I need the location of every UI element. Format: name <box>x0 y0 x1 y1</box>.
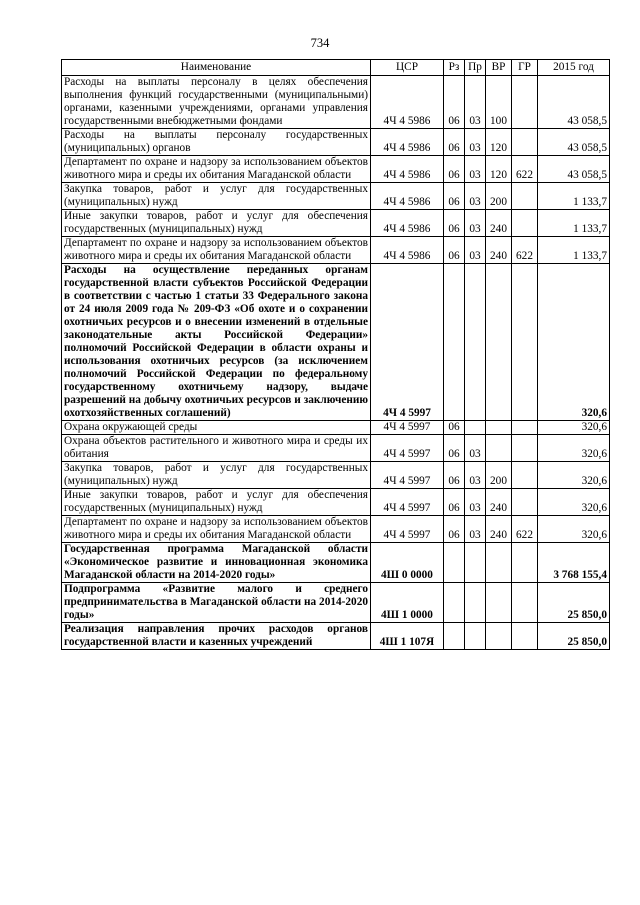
table-body <box>62 76 610 650</box>
cell-vr: 240 <box>486 489 512 516</box>
cell-gr: 622 <box>512 156 538 183</box>
cell-rz: 06 <box>444 210 465 237</box>
cell-rz: 06 <box>444 435 465 462</box>
cell-vr: 200 <box>486 183 512 210</box>
cell-amount: 320,6 <box>538 435 610 462</box>
cell-name: Расходы на осуществление переданных органам государственной власти субъектов Российской Федерации в соответствии с частью 1 статьи 33 Федерального закона от 24 июля 2009 года № 209-ФЗ «Об охоте и о сохранении охотничьих ресурсов и о внесении изменений в отдельные законодательные акты Российской Федерации» полномочий Российской Федерации в области охраны и использования охотничьих ресурсов (за исключением полномочий Российской Федерации по федеральному государственному охотничьему надзору, выдаче разрешений на добычу охотничьих ресурсов и заключению охотхозяйственных соглашений) <box>62 264 371 421</box>
cell-pr: 03 <box>465 156 486 183</box>
cell-name: Закупка товаров, работ и услуг для государственных (муниципальных) нужд <box>62 462 371 489</box>
cell-amount: 1 133,7 <box>538 237 610 264</box>
cell-name: Реализация направления прочих расходов органов государственной власти и казенных учреждений <box>62 623 371 650</box>
cell-rz <box>444 583 465 623</box>
table-row <box>62 264 610 421</box>
cell-rz: 06 <box>444 489 465 516</box>
cell-amount: 43 058,5 <box>538 129 610 156</box>
table-row <box>62 156 610 183</box>
cell-pr: 03 <box>465 489 486 516</box>
cell-vr: 240 <box>486 516 512 543</box>
cell-amount: 320,6 <box>538 462 610 489</box>
cell-vr: 200 <box>486 462 512 489</box>
cell-gr <box>512 583 538 623</box>
cell-name: Расходы на выплаты персоналу в целях обеспечения выполнения функций государственными (муниципальными) органами, казенными учреждениями, органами управления государственными внебюджетными фондами <box>62 76 371 129</box>
cell-pr: 03 <box>465 435 486 462</box>
cell-rz: 06 <box>444 462 465 489</box>
cell-rz: 06 <box>444 76 465 129</box>
cell-gr <box>512 435 538 462</box>
header-vr: ВР <box>486 60 512 76</box>
cell-amount: 25 850,0 <box>538 583 610 623</box>
cell-amount: 3 768 155,4 <box>538 543 610 583</box>
cell-rz: 06 <box>444 183 465 210</box>
budget-table <box>61 59 610 650</box>
table-row <box>62 543 610 583</box>
cell-name: Иные закупки товаров, работ и услуг для обеспечения государственных (муниципальных) нужд <box>62 210 371 237</box>
cell-gr <box>512 421 538 435</box>
cell-name: Охрана окружающей среды <box>62 421 371 435</box>
cell-name: Государственная программа Магаданской области «Экономическое развитие и инновационная экономика Магаданской области на 2014-2020 годы» <box>62 543 371 583</box>
cell-pr <box>465 623 486 650</box>
cell-pr <box>465 264 486 421</box>
cell-gr: 622 <box>512 516 538 543</box>
cell-rz: 06 <box>444 129 465 156</box>
cell-csr: 4Ч 4 5986 <box>371 210 444 237</box>
cell-csr: 4Ч 4 5997 <box>371 489 444 516</box>
cell-gr <box>512 462 538 489</box>
table-header-row <box>62 60 610 76</box>
cell-pr: 03 <box>465 237 486 264</box>
cell-pr: 03 <box>465 516 486 543</box>
table-row <box>62 623 610 650</box>
cell-vr: 240 <box>486 210 512 237</box>
cell-amount: 320,6 <box>538 516 610 543</box>
cell-amount: 25 850,0 <box>538 623 610 650</box>
cell-rz: 06 <box>444 516 465 543</box>
cell-name: Подпрограмма «Развитие малого и среднего предпринимательства в Магаданской области на 2014-2020 годы» <box>62 583 371 623</box>
cell-gr <box>512 489 538 516</box>
cell-csr: 4Ч 4 5997 <box>371 462 444 489</box>
table-row <box>62 183 610 210</box>
cell-rz: 06 <box>444 156 465 183</box>
cell-csr: 4Ш 1 0000 <box>371 583 444 623</box>
cell-gr <box>512 264 538 421</box>
header-rz: Рз <box>444 60 465 76</box>
cell-pr <box>465 421 486 435</box>
cell-gr <box>512 210 538 237</box>
header-gr: ГР <box>512 60 538 76</box>
cell-pr: 03 <box>465 76 486 129</box>
table-row <box>62 583 610 623</box>
header-name: Наименование <box>62 60 371 76</box>
cell-amount: 43 058,5 <box>538 156 610 183</box>
cell-vr <box>486 264 512 421</box>
cell-rz <box>444 623 465 650</box>
table-row <box>62 462 610 489</box>
cell-gr <box>512 129 538 156</box>
cell-name: Департамент по охране и надзору за использованием объектов животного мира и среды их обитания Магаданской области <box>62 237 371 264</box>
table-row <box>62 76 610 129</box>
cell-vr <box>486 583 512 623</box>
cell-csr: 4Ч 4 5986 <box>371 237 444 264</box>
page-number: 734 <box>310 36 330 50</box>
cell-pr: 03 <box>465 183 486 210</box>
cell-vr <box>486 623 512 650</box>
table-row <box>62 237 610 264</box>
table-row <box>62 421 610 435</box>
table-row <box>62 516 610 543</box>
cell-gr: 622 <box>512 237 538 264</box>
cell-csr: 4Ш 1 107Я <box>371 623 444 650</box>
cell-csr: 4Ч 4 5986 <box>371 183 444 210</box>
cell-amount: 43 058,5 <box>538 76 610 129</box>
cell-gr <box>512 543 538 583</box>
cell-csr: 4Ч 4 5997 <box>371 421 444 435</box>
cell-pr: 03 <box>465 129 486 156</box>
cell-gr <box>512 623 538 650</box>
cell-amount: 1 133,7 <box>538 183 610 210</box>
header-pr: Пр <box>465 60 486 76</box>
cell-amount: 320,6 <box>538 489 610 516</box>
cell-csr: 4Ч 4 5986 <box>371 129 444 156</box>
cell-vr: 240 <box>486 237 512 264</box>
cell-vr: 100 <box>486 76 512 129</box>
table-row <box>62 435 610 462</box>
cell-rz: 06 <box>444 237 465 264</box>
cell-name: Иные закупки товаров, работ и услуг для обеспечения государственных (муниципальных) нужд <box>62 489 371 516</box>
cell-name: Департамент по охране и надзору за использованием объектов животного мира и среды их обитания Магаданской области <box>62 156 371 183</box>
cell-rz <box>444 543 465 583</box>
cell-vr: 120 <box>486 129 512 156</box>
cell-name: Расходы на выплаты персоналу государственных (муниципальных) органов <box>62 129 371 156</box>
cell-gr <box>512 76 538 129</box>
cell-gr <box>512 183 538 210</box>
cell-csr: 4Ч 4 5997 <box>371 516 444 543</box>
cell-pr: 03 <box>465 210 486 237</box>
cell-name: Департамент по охране и надзору за использованием объектов животного мира и среды их обитания Магаданской области <box>62 516 371 543</box>
cell-amount: 320,6 <box>538 264 610 421</box>
cell-name: Закупка товаров, работ и услуг для государственных (муниципальных) нужд <box>62 183 371 210</box>
cell-rz <box>444 264 465 421</box>
table-row <box>62 489 610 516</box>
cell-rz: 06 <box>444 421 465 435</box>
cell-csr: 4Ч 4 5997 <box>371 264 444 421</box>
cell-vr <box>486 543 512 583</box>
cell-vr <box>486 435 512 462</box>
cell-csr: 4Ч 4 5997 <box>371 435 444 462</box>
cell-csr: 4Ш 0 0000 <box>371 543 444 583</box>
table-row <box>62 129 610 156</box>
cell-pr <box>465 543 486 583</box>
cell-pr <box>465 583 486 623</box>
cell-pr: 03 <box>465 462 486 489</box>
cell-csr: 4Ч 4 5986 <box>371 156 444 183</box>
header-year: 2015 год <box>538 60 610 76</box>
cell-amount: 1 133,7 <box>538 210 610 237</box>
header-csr: ЦСР <box>371 60 444 76</box>
cell-vr: 120 <box>486 156 512 183</box>
table-row <box>62 210 610 237</box>
cell-csr: 4Ч 4 5986 <box>371 76 444 129</box>
cell-vr <box>486 421 512 435</box>
cell-name: Охрана объектов растительного и животного мира и среды их обитания <box>62 435 371 462</box>
cell-amount: 320,6 <box>538 421 610 435</box>
